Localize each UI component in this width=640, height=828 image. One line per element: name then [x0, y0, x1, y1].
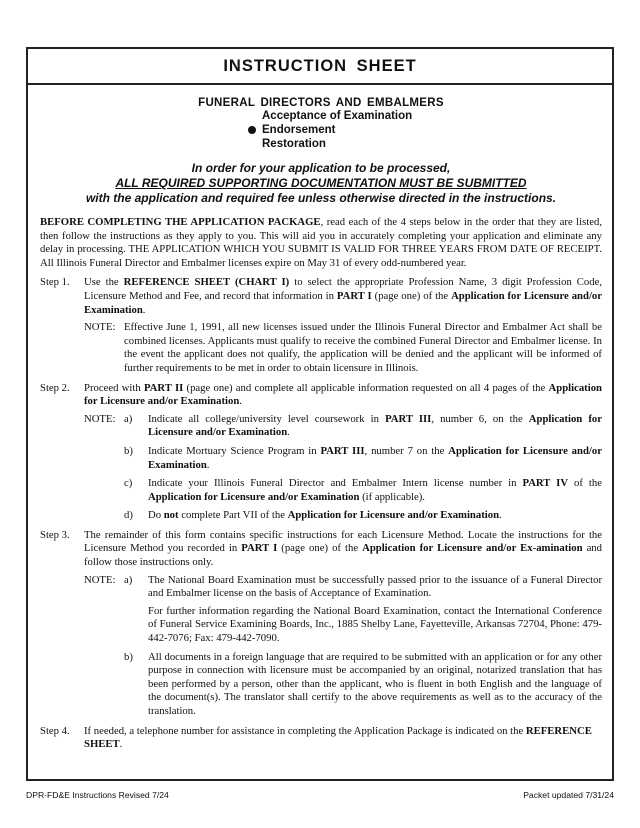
text: Proceed with	[84, 381, 144, 394]
step-4-text	[84, 725, 602, 752]
application-ref: Application for Licensure and/or Examination	[84, 289, 603, 316]
text: If needed, a telephone number for assistance in completing the Application Package is indicated on the	[84, 724, 526, 737]
text: of the	[568, 477, 602, 490]
item-letter: c)	[124, 477, 133, 490]
text: .	[119, 738, 123, 751]
step-3-text	[84, 529, 602, 570]
application-ref: Application for Licensure and/or Examination	[287, 509, 500, 522]
text: complete Part VII of the	[178, 509, 288, 522]
step-2-item-c	[124, 477, 602, 504]
item-text	[148, 574, 602, 646]
instruction-sheet	[26, 47, 614, 781]
step-2-text	[84, 382, 602, 409]
part-ref: PART III	[320, 444, 365, 457]
step-2-item-d	[124, 509, 602, 523]
application-ref: Application for Licensure and/or Examination	[84, 381, 602, 408]
notice-line-2: ALL REQUIRED SUPPORTING DOCUMENTATION MUST BE SUBMITTED	[115, 176, 527, 190]
icfsEB-contact-text: For further information regarding the National Board Examination, contact the International Conference of Funeral Service Examining Boards, Inc., 1885 Shelby Lane, Fayetteville, Arkansas 72704, Phone: 479-442-7076; Fax: 479-442-7090.	[148, 604, 602, 645]
emphasis: not	[163, 509, 179, 522]
step-1-note	[84, 321, 602, 375]
item-text	[148, 413, 602, 440]
item-letter: b)	[124, 650, 133, 663]
text: .	[142, 303, 146, 316]
text: .	[239, 395, 242, 408]
note-label: NOTE:	[84, 412, 116, 425]
selected-bullet-icon	[248, 126, 256, 134]
application-ref: Application for Licensure and/or Examination	[148, 490, 360, 503]
application-ref: Application for Licensure and/or Examination	[148, 444, 602, 471]
licensure-methods	[262, 109, 602, 151]
page-title: INSTRUCTION SHEET	[223, 56, 417, 75]
text: Indicate Mortuary Science Program in	[148, 444, 321, 457]
item-letter: d)	[124, 509, 133, 522]
notice-line-1: In order for your application to be processed,	[191, 161, 451, 175]
text: Use the	[84, 276, 124, 289]
method-endorsement-label: Endorsement	[262, 124, 336, 136]
item-letter: a)	[124, 573, 133, 586]
text: Do	[148, 509, 164, 522]
text: .	[287, 426, 290, 439]
part-ref: PART I	[241, 542, 278, 555]
step-2	[40, 382, 602, 409]
profession-heading: FUNERAL DIRECTORS AND EMBALMERS	[198, 97, 444, 109]
note-label: NOTE:	[84, 321, 116, 334]
step-3-note-items	[124, 574, 602, 719]
part-ref: PART IV	[522, 477, 569, 490]
text: (page one) of the	[371, 289, 452, 302]
step-3-item-b	[124, 651, 602, 719]
item-text	[148, 509, 602, 523]
method-acceptance: Acceptance of Examination	[262, 110, 413, 122]
item-text	[148, 445, 602, 472]
text: to select the appropriate Profession Name, 3 digit Profession Code, Licensure Method and Fee, and record that information in	[84, 276, 602, 302]
text: Indicate your Illinois Funeral Director and Embalmer Intern license number in	[148, 477, 523, 490]
text: .	[499, 509, 502, 522]
note-label: NOTE:	[84, 573, 116, 586]
reference-sheet-ref: REFERENCE SHEET (CHART I)	[123, 276, 290, 289]
text: , number 6, on the	[431, 412, 529, 425]
item-letter: a)	[124, 412, 133, 425]
method-restoration: Restoration	[262, 138, 326, 150]
footer-packet-date: Packet updated 7/31/24	[523, 790, 614, 800]
application-ref: Application for Licensure and/or Ex-amination	[362, 542, 583, 555]
step-1-label: Step 1.	[40, 276, 70, 289]
intro-text: , read each of the 4 steps below in the order that they are listed, then follow the instructions as they apply to you. This will aid you in accurately completing your application and eliminate any delay in processing. THE APPLICATION WHICH YOU SUBMIT IS VALID FOR THREE YEARS FROM DATE OF RECEIPT. All Illinois Funeral Director and Embalmer licenses expire on May 31 of every odd-numbered year.	[40, 216, 602, 269]
part-ref: PART III	[385, 412, 432, 425]
text: The remainder of this form contains specific instructions for each Licensure Method. Locate the instructions for the Licensure Method you recorded in	[84, 528, 602, 555]
application-ref: Application for Licensure and/or Examination	[148, 412, 602, 439]
item-text	[148, 477, 602, 504]
footer-revision: DPR-FD&E Instructions Revised 7/24	[26, 790, 169, 800]
text: (page one) and complete all applicable information requested on all 4 pages of the	[183, 381, 549, 394]
method-endorsement	[262, 123, 602, 137]
step-4	[40, 725, 602, 752]
text: .	[206, 458, 210, 471]
text: (if applicable).	[359, 490, 425, 503]
national-board-text: The National Board Examination must be successfully passed prior to the issuance of a Funeral Director and Embalmer license on the basis of Acceptance of Examination.	[148, 573, 602, 600]
step-3-item-a	[124, 574, 602, 646]
step-3	[40, 529, 602, 570]
intro-lead: BEFORE COMPLETING THE APPLICATION PACKAGE	[40, 216, 321, 228]
text: and follow those instructions only.	[84, 542, 602, 569]
step-1-note-text: Effective June 1, 1991, all new licenses issued under the Illinois Funeral Director and Embalmer Act shall be combined licenses. Applicants must qualify to receive the combined Funeral Director and Embalmer license. In the event the applicant does not qualify, the application will be denied and the applicant will be informed of further requirements to be met in order to obtain licensure in Illinois.	[124, 321, 602, 374]
translation-text: All documents in a foreign language that are required to be submitted with an application or for any other purpose in connection with licensure must be accompanied by an original, notarized translation that has been performed by a person, other than the applicant, who is fluent in both English and the language of the document(s). The translator shall certify to the above requirements as well as to the accuracy of the translation.	[148, 650, 602, 717]
step-2-item-a	[124, 413, 602, 440]
part-ref: PART II	[143, 381, 184, 394]
notice-line-3: with the application and required fee unless otherwise directed in the instructions.	[85, 191, 557, 205]
intro-paragraph	[40, 216, 602, 270]
step-2-item-b	[124, 445, 602, 472]
text: (page one) of the	[277, 542, 363, 555]
text: , number 7 on the	[364, 444, 449, 457]
reference-sheet-ref: REFERENCE SHEET	[84, 724, 592, 751]
processing-notice	[40, 161, 602, 206]
step-3-label: Step 3.	[40, 528, 70, 541]
title-bar	[28, 49, 612, 85]
step-3-note	[84, 574, 602, 719]
step-1	[40, 276, 602, 317]
item-letter: b)	[124, 444, 133, 457]
step-2-note-items	[124, 413, 602, 523]
step-2-note	[84, 413, 602, 523]
step-2-label: Step 2.	[40, 381, 70, 394]
part-ref: PART I	[336, 289, 372, 302]
sheet-content	[28, 97, 612, 752]
text: Indicate all college/university level coursework in	[148, 412, 386, 425]
step-1-text	[84, 276, 602, 317]
step-4-label: Step 4.	[40, 724, 70, 737]
